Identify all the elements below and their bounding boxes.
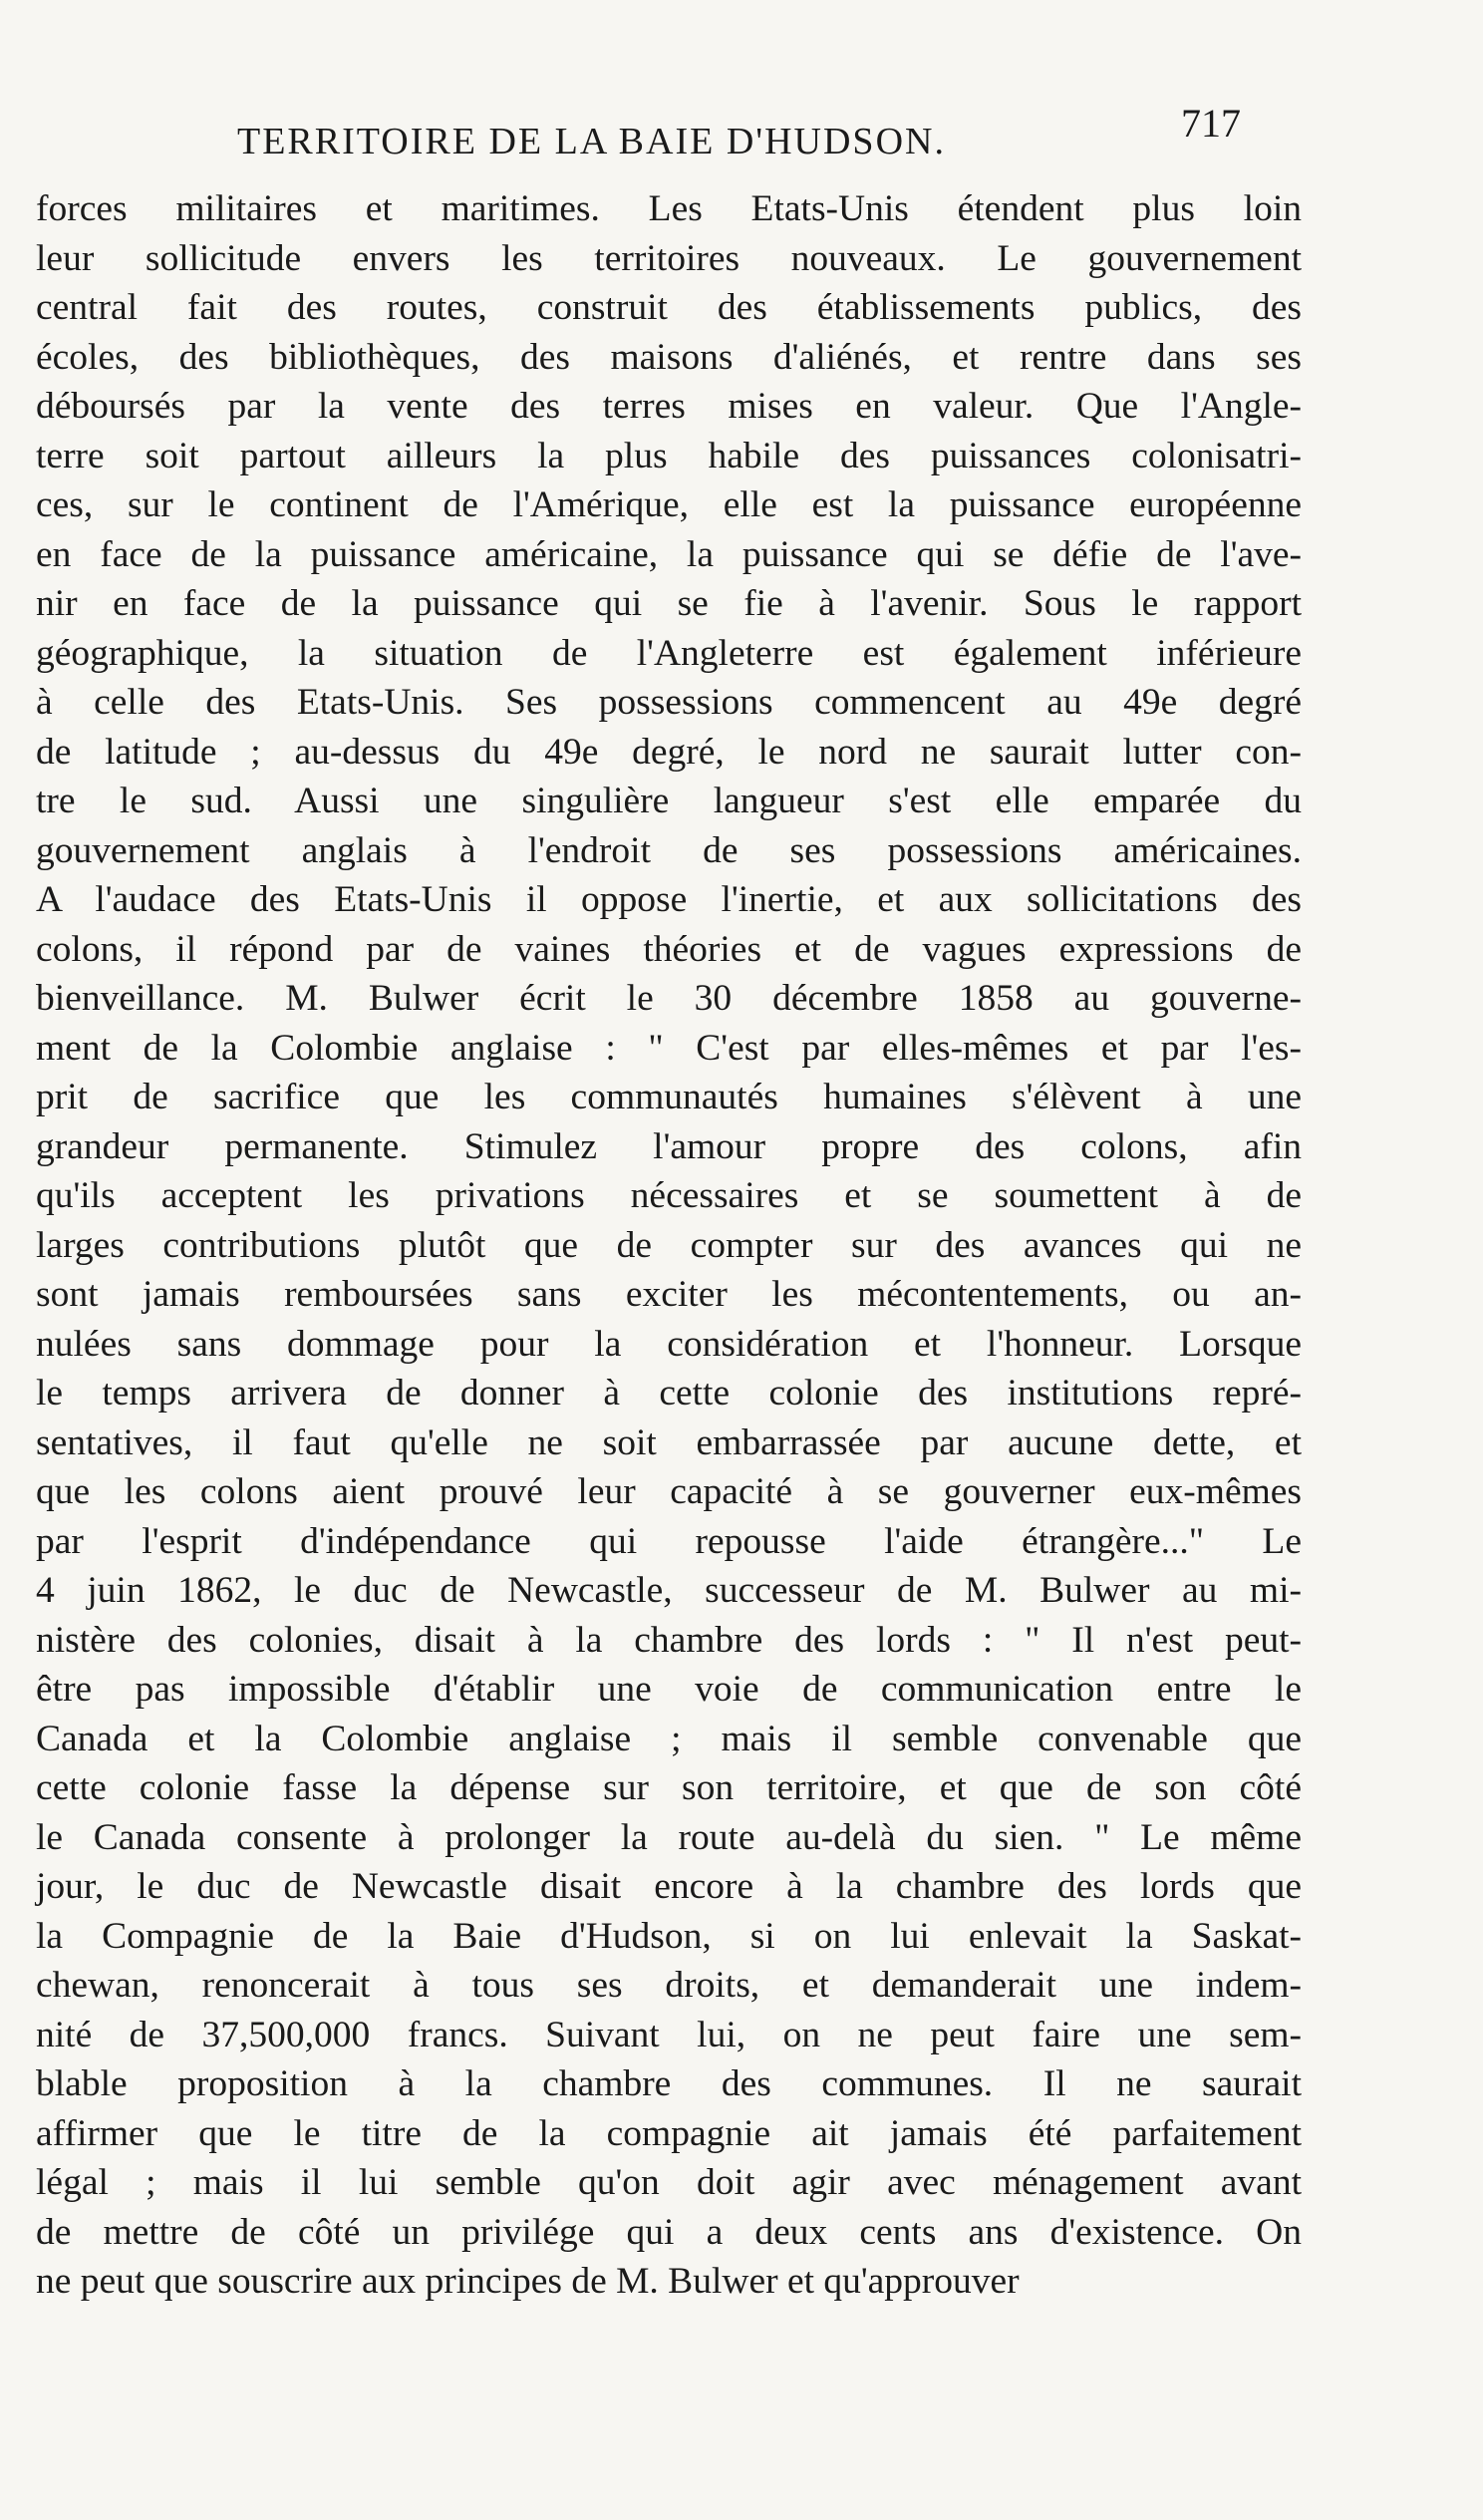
text-line: gouvernement anglais à l'endroit de ses possessions américaines. — [36, 829, 1302, 871]
text-line: leur sollicitude envers les territoires nouveaux. Le gouvernement — [36, 237, 1302, 279]
text-line: bienveillance. M. Bulwer écrit le 30 décembre 1858 au gouverne- — [36, 978, 1302, 1019]
running-title: TERRITOIRE DE LA BAIE D'HUDSON. — [237, 121, 946, 162]
text-line: cette colonie fasse la dépense sur son territoire, et que de son côté — [36, 1767, 1302, 1808]
text-line: A l'audace des Etats-Unis il oppose l'inertie, et aux sollicitations des — [36, 879, 1302, 920]
text-line: jour, le duc de Newcastle disait encore à la chambre des lords que — [36, 1866, 1302, 1907]
text-line: chewan, renoncerait à tous ses droits, et demanderait une indem- — [36, 1965, 1302, 2006]
text-line: écoles, des bibliothèques, des maisons d'aliénés, et rentre dans ses — [36, 336, 1302, 378]
text-line: par l'esprit d'indépendance qui repousse l'aide étrangère..." Le — [36, 1520, 1302, 1562]
text-line: prit de sacrifice que les communautés humaines s'élèvent à une — [36, 1077, 1302, 1117]
text-line: légal ; mais il lui semble qu'on doit agir avec ménagement avant — [36, 2162, 1302, 2203]
text-line: nité de 37,500,000 francs. Suivant lui, on ne peut faire une sem- — [36, 2014, 1302, 2055]
text-line: Canada et la Colombie anglaise ; mais il semble convenable que — [36, 1718, 1302, 1759]
text-line: tre le sud. Aussi une singulière langueur s'est elle emparée du — [36, 781, 1302, 821]
text-line: être pas impossible d'établir une voie de communication entre le — [36, 1669, 1302, 1710]
body-text — [36, 184, 1302, 2307]
text-line: géographique, la situation de l'Angleterre est également inférieure — [36, 632, 1302, 674]
text-line: à celle des Etats-Unis. Ses possessions commencent au 49e degré — [36, 682, 1302, 723]
running-head — [199, 100, 1241, 169]
text-line: 4 juin 1862, le duc de Newcastle, successeur de M. Bulwer au mi- — [36, 1570, 1302, 1611]
text-line: forces militaires et maritimes. Les Etats-Unis étendent plus loin — [36, 188, 1302, 229]
text-line: déboursés par la vente des terres mises en valeur. Que l'Angle- — [36, 386, 1302, 427]
text-line: colons, il répond par de vaines théories et de vagues expressions de — [36, 928, 1302, 970]
text-line: en face de la puissance américaine, la puissance qui se défie de l'ave- — [36, 533, 1302, 575]
text-line: que les colons aient prouvé leur capacité à se gouverner eux-mêmes — [36, 1471, 1302, 1512]
text-line: la Compagnie de la Baie d'Hudson, si on lui enlevait la Saskat- — [36, 1915, 1302, 1957]
text-line: ne peut que souscrire aux principes de M. Bulwer et qu'approuver — [36, 2261, 1020, 2302]
text-line: qu'ils acceptent les privations nécessaires et se soumettent à de — [36, 1175, 1302, 1216]
text-line: le Canada consente à prolonger la route au-delà du sien. " Le même — [36, 1816, 1302, 1858]
text-line: ment de la Colombie anglaise : " C'est par elles-mêmes et par l'es- — [36, 1027, 1302, 1069]
text-line: sont jamais remboursées sans exciter les mécontentements, ou an- — [36, 1274, 1302, 1315]
text-line: de mettre de côté un privilége qui a deux cents ans d'existence. On — [36, 2211, 1302, 2253]
page-number: 717 — [1181, 101, 1241, 146]
text-line: sentatives, il faut qu'elle ne soit embarrassée par aucune dette, et — [36, 1421, 1302, 1463]
text-line: nistère des colonies, disait à la chambre des lords : " Il n'est peut- — [36, 1619, 1302, 1661]
text-line: ces, sur le continent de l'Amérique, elle est la puissance européenne — [36, 484, 1302, 525]
text-line: blable proposition à la chambre des communes. Il ne saurait — [36, 2063, 1302, 2104]
text-line: affirmer que le titre de la compagnie ait jamais été parfaitement — [36, 2112, 1302, 2154]
text-line: le temps arrivera de donner à cette colonie des institutions repré- — [36, 1373, 1302, 1414]
text-line: central fait des routes, construit des établissements publics, des — [36, 287, 1302, 328]
text-line: nulées sans dommage pour la considération et l'honneur. Lorsque — [36, 1323, 1302, 1365]
text-line: grandeur permanente. Stimulez l'amour propre des colons, afin — [36, 1125, 1302, 1167]
text-line: terre soit partout ailleurs la plus habile des puissances colonisatri- — [36, 435, 1302, 476]
text-line: nir en face de la puissance qui se fie à l'avenir. Sous le rapport — [36, 583, 1302, 624]
text-line: larges contributions plutôt que de compter sur des avances qui ne — [36, 1224, 1302, 1266]
text-line: de latitude ; au-dessus du 49e degré, le nord ne saurait lutter con- — [36, 731, 1302, 773]
